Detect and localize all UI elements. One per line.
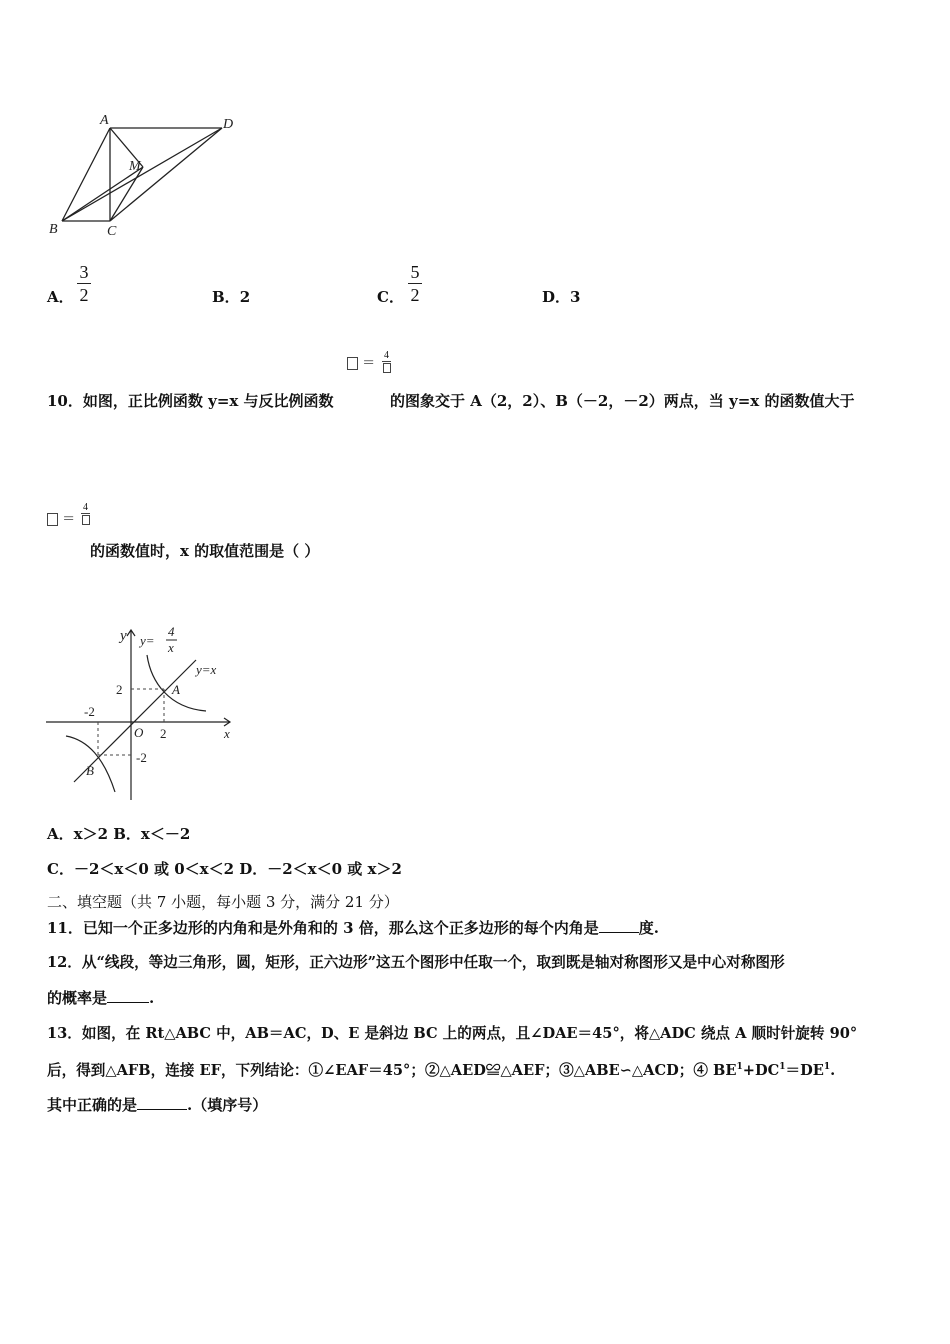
line-label: y=x (196, 662, 217, 677)
q9-option-c: C． (377, 288, 404, 306)
q10-line2: 的函数值时，x 的取值范围是（ ） (90, 542, 320, 560)
section2-heading: 二、填空题（共 7 小题，每小题 3 分，满分 21 分） (47, 893, 399, 911)
q12-line1: 12．从“线段，等边三角形，圆，矩形，正六边形”这五个图形中任取一个，取到既是轴对称图形又是中心对称图形 (47, 954, 785, 971)
missing-glyph-icon (347, 357, 358, 370)
function-graph (44, 622, 244, 804)
q9-option-d: D．3 (542, 288, 581, 306)
q9-option-a-fraction: 3 2 (77, 262, 91, 305)
q10-inline-formula: ＝ (347, 352, 375, 371)
missing-glyph-icon (47, 513, 58, 526)
q10-options-row1: A．x＞2 B．x＜－2 (47, 825, 191, 843)
label-c: C (107, 224, 117, 239)
q10-inline-formula-fraction: 4 (382, 350, 391, 373)
parallelogram-figure (40, 105, 260, 245)
label-a: A (100, 113, 109, 128)
q10-inline-formula-2: ＝ (47, 508, 75, 527)
curve-label-den: x (168, 640, 174, 655)
y-axis-label: y (120, 628, 127, 644)
label-b: B (49, 222, 58, 237)
label-m: M (129, 159, 141, 174)
tick-x-neg2: -2 (84, 704, 95, 719)
origin-label: O (134, 725, 144, 740)
q9-option-a: A． (47, 288, 74, 306)
tick-y-2: 2 (116, 682, 123, 697)
label-d: D (223, 117, 234, 132)
segment-bm (62, 167, 143, 221)
curve-label-prefix: y= (140, 633, 155, 648)
curve-label-num: 4 (168, 624, 175, 639)
segment-cm (110, 167, 143, 221)
q10-inline-formula-2-fraction: 4 (81, 502, 90, 525)
q13-line2: 后，得到△AFB，连接 EF，下列结论：①∠EAF＝45°；②△AED≌△AEF；③△ABE∽△ACD；④ $BE^1+DC^1=DE^1$. (47, 1062, 836, 1079)
q13-line1: 13．如图，在 Rt△ABC 中，AB＝AC，D、E 是斜边 BC 上的两点，且∠DAE＝45°，将△ADC 绕点 A 顺时针旋转 90° (47, 1025, 858, 1042)
tick-x-2: 2 (160, 726, 167, 741)
segment-cd (110, 128, 222, 221)
q10-line1-a: 10．如图，正比例函数 y=x 与反比例函数 (47, 392, 334, 410)
tick-y-neg2: -2 (136, 750, 147, 765)
x-axis-label: x (224, 726, 230, 741)
q9-option-c-fraction: 5 2 (408, 262, 422, 305)
q11: 11．已知一个正多边形的内角和是外角和的 3 倍，那么这个正多边形的每个内角是 度. (47, 919, 659, 937)
point-b-label: B (86, 763, 94, 778)
q10-options-row2: C．－2＜x＜0 或 0＜x＜2 D．－2＜x＜0 或 x＞2 (47, 860, 402, 878)
q9-option-b: B．2 (212, 288, 251, 306)
point-a-label: A (172, 682, 180, 697)
q13-line3: 其中正确的是 .（填序号） (47, 1096, 268, 1114)
q10-line1-b: 的图象交于 A（2，2）、B（－2，－2）两点，当 y=x 的函数值大于 (390, 392, 855, 410)
q12-line2: 的概率是 . (47, 989, 155, 1007)
